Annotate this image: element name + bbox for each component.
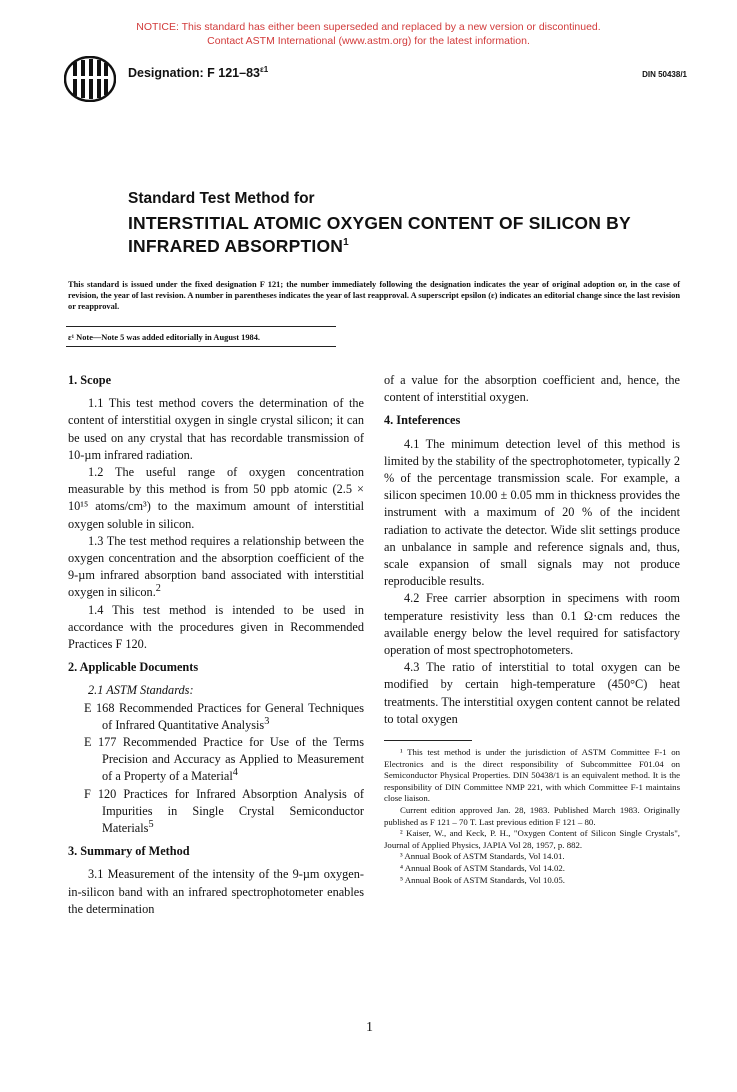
notice-banner [0,20,737,48]
divider [66,346,336,347]
divider [66,326,336,327]
issuance-statement: This standard is issued under the fixed designation F 121; the number immediately following the designation indicates the year of original adoption or, in the case of revision, the year of last revision. A number in parentheses indicates the year of last reapproval. A superscript epsilon (ε) indicates an editorial change since the last revision or reapproval. [68,280,680,311]
document-title [128,212,688,258]
paragraph-4-2: 4.2 Free carrier absorption in specimens with room temperature resistivity less than 0.1 Ω·cm reduces the available energy below the level required for satisfactory operation of most spectrophotometers. [384,591,680,658]
section-heading-scope: 1. Scope [68,373,112,387]
paragraph-4-1: 4.1 The minimum detection level of this method is limited by the stability of the spectrophotometer, typically 2 % of the percentage transmission scale. For example, a silicon specimen 10.00 ± 0.05 mm in thickness provides the instrument with a maximum of 20 % of the incident radiation to activate the detector. Wide slit settings produce an unbalance in sample and reference signals and, thus, scale expansion of small signals may not produce reproducible results. [384,436,680,589]
footnote-1-edition: Current edition approved Jan. 28, 1983. Published March 1983. Originally published as F 121 – 70 T. Last previous edition F 121 – 80. [384,805,680,827]
notice-line-2: Contact ASTM International (www.astm.org) for the latest information. [207,35,530,47]
editorial-note: ε¹ Note—Note 5 was added editorially in August 1984. [68,333,260,342]
title-line-1: INTERSTITIAL ATOMIC OXYGEN CONTENT OF SILICON BY [128,213,631,233]
paragraph-2-1: 2.1 ASTM Standards: [88,683,194,698]
designation: Designation: F $121-83^{\varepsilon 1}$ [128,64,269,80]
page-number: 1 [366,1020,373,1035]
reference-e177: E 177 Recommended Practice for Use of the Terms Precision and Accuracy as Applied to Measurement of a Property of a Material$^4$ [84,735,364,784]
title-prefix: Standard Test Method for [128,190,315,207]
footnote-divider [384,740,472,741]
footnote-4: ⁴ Annual Book of ASTM Standards, Vol 14.02. [400,863,566,873]
din-number: DIN 50438/1 [642,70,687,79]
paragraph-1-1: 1.1 This test method covers the determination of the content of interstitial oxygen in single crystal silicon; it can be used on any crystal that has recordable transmission of 10-µm infrared radiation. [68,396,364,462]
paragraph-4-3: 4.3 The ratio of interstitial to total oxygen can be modified by certain high-temperature (450°C) heat treatments. The interstitial oxygen content cannot be related to total oxygen [384,660,680,726]
paragraph-1-3: 1.3 The test method requires a relationship between the oxygen concentration and the absorption coefficient of the 9-µm infrared absorption band associated with interstitial oxygen in silicon.$^2$ [68,533,364,600]
section-heading-documents: 2. Applicable Documents [68,660,199,675]
right-column [384,372,680,886]
footnote-3: ³ Annual Book of ASTM Standards, Vol 14.01. [400,851,565,862]
footnotes [384,747,680,886]
astm-logo [64,56,116,102]
left-column [68,372,364,918]
footnote-2: ² Kaiser, W., and Keck, P. H., "Oxygen Content of Silicon Single Crystals", Journal of Applied Physics, JAPIA Vol 28, 1957, p. 882. [384,828,680,850]
paragraph-1-2: 1.2 The useful range of oxygen concentration measurable by this method is from 50 ppb atomic (2.5 × 10¹⁵ atoms/cm³) to the maximum amount of interstitial oxygen soluble in silicon. [68,465,364,531]
reference-f120: F 120 Practices for Infrared Absorption Analysis of Impurities in Single Crystal Semiconductor Materials$^5$ [84,786,364,836]
reference-e168: E 168 Recommended Practices for General Techniques of Infrared Quantitative Analysis$^3$ [84,700,364,732]
footnote-5: ⁵ Annual Book of ASTM Standards, Vol 10.05. [400,874,566,885]
title-line-2: INFRARED ABSORPTION$^1$ [128,236,349,256]
paragraph-3-1: 3.1 Measurement of the intensity of the 9-µm oxygen-in-silicon band with an infrared spectrophotometer enables the determination [68,867,364,916]
footnote-1: ¹ This test method is under the jurisdiction of ASTM Committee F-1 on Electronics and is the direct responsibility of Subcommittee F01.04 on Semiconductor Physical Properties. DIN 50438/1 is an equivalent method. It is the responsibility of DIN Committee NMP 221, with which Committee F-1 maintains close liaison. [384,747,680,804]
section-heading-interferences: 4. Inteferences [384,413,461,428]
notice-line-1: NOTICE: This standard has either been superseded and replaced by a new version or discontinued. [136,21,601,33]
paragraph-1-4: 1.4 This test method is intended to be used in accordance with the procedures given in Recommended Practices F 120. [68,602,364,652]
paragraph-3-1-continued: of a value for the absorption coefficient and, hence, the content of interstitial oxygen. [384,373,680,405]
section-heading-summary: 3. Summary of Method [68,844,190,859]
